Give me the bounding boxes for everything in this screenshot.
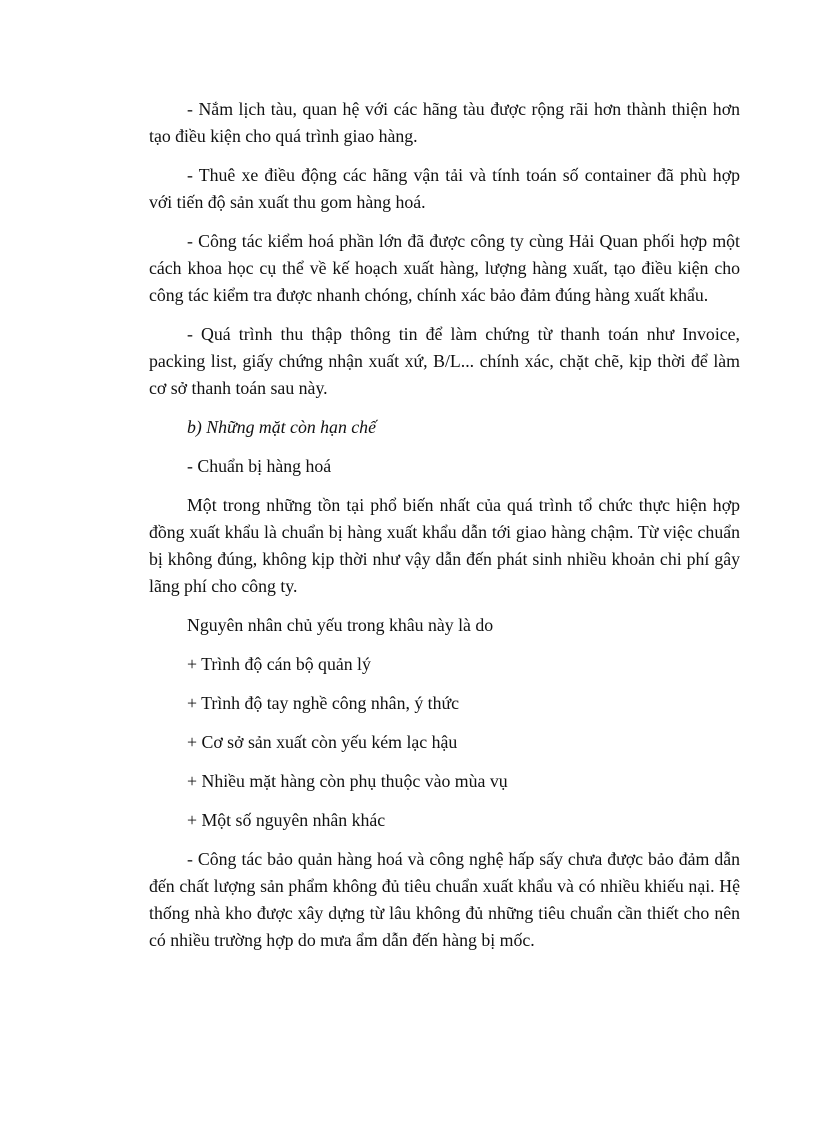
paragraph-truck-hire: - Thuê xe điều động các hãng vận tải và tính toán số container đã phù hợp với tiến độ sản xuất thu gom hàng hoá.: [149, 165, 740, 212]
paragraph-storage-quality: - Công tác bảo quản hàng hoá và công nghệ hấp sấy chưa được bảo đảm dẫn đến chất lượng sản phẩm không đủ tiêu chuẩn xuất khẩu và có nhiều khiếu nại. Hệ thống nhà kho được xây dựng từ lâu không đủ những tiêu chuẩn cần thiết cho nên có nhiều trường hợp do mưa ẩm dẫn đến hàng bị mốc.: [149, 849, 740, 950]
paragraph-goods-preparation: - Chuẩn bị hàng hoá: [187, 456, 332, 476]
paragraph-preparation-issue: Một trong những tồn tại phổ biến nhất của quá trình tổ chức thực hiện hợp đồng xuất khẩu là chuẩn bị hàng xuất khẩu dẫn tới giao hàng chậm. Từ việc chuẩn bị không đúng, không kịp thời như vậy dẫn đến phát sinh nhiều khoản chi phí gây lãng phí cho công ty.: [149, 495, 740, 596]
paragraph-main-causes: Nguyên nhân chủ yếu trong khâu này là do: [187, 615, 494, 635]
paragraph-customs-inspection: - Công tác kiểm hoá phần lớn đã được công ty cùng Hải Quan phối hợp một cách khoa học cụ thể về kế hoạch xuất hàng, lượng hàng xuất, tạo điều kiện cho công tác kiểm tra được nhanh chóng, chính xác bảo đảm đúng hàng xuất khẩu.: [149, 231, 740, 305]
list-item-seasonal-goods: + Nhiều mặt hàng còn phụ thuộc vào mùa vụ: [187, 771, 508, 791]
list-item-other-causes: + Một số nguyên nhân khác: [187, 810, 386, 830]
paragraph-shipping-schedule: - Nắm lịch tàu, quan hệ với các hãng tàu được rộng rãi hơn thành thiện hơn tạo điều kiện cho quá trình giao hàng.: [149, 99, 740, 146]
list-item-worker-skill: + Trình độ tay nghề công nhân, ý thức: [187, 693, 460, 713]
section-heading-limitations: b) Những mặt còn hạn chế: [187, 417, 376, 437]
list-item-management-level: + Trình độ cán bộ quản lý: [187, 654, 371, 674]
paragraph-payment-documents: - Quá trình thu thập thông tin để làm chứng từ thanh toán như Invoice, packing list, giấy chứng nhận xuất xứ, B/L... chính xác, chặt chẽ, kịp thời để làm cơ sở thanh toán sau này.: [149, 324, 740, 398]
document-body: [149, 96, 740, 966]
list-item-production-facilities: + Cơ sở sản xuất còn yếu kém lạc hậu: [187, 732, 458, 752]
